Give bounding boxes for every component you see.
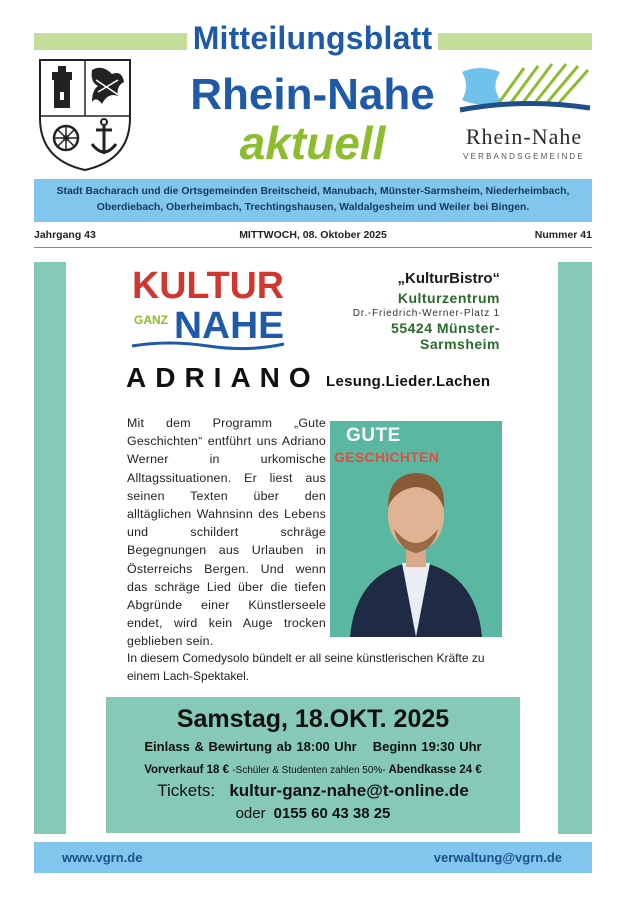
tickets-label: Tickets: <box>157 781 216 800</box>
price-box-office: Abendkasse 24 € <box>388 764 482 776</box>
venue-center: Kulturzentrum <box>397 290 500 306</box>
photo-title-gute: GUTE <box>346 425 401 446</box>
artist-portrait-icon <box>330 421 502 637</box>
event-prices <box>106 764 520 776</box>
event-date: Samstag, 18.OKT. 2025 <box>176 705 450 733</box>
municipalities-line-1: Stadt Bacharach und die Ortsgemeinden Breitscheid, Manubach, Münster-Sarmsheim, Niederheimbach, <box>56 186 570 197</box>
event-entry-time: Einlass & Bewirtung ab 18:00 Uhr <box>144 739 357 754</box>
footer-band <box>34 842 592 873</box>
poster-side-bar-right <box>558 262 592 834</box>
logo-nahe-text: NAHE <box>174 305 284 347</box>
masthead-title-text: Mitteilungsblatt <box>187 20 439 56</box>
issue-number: Nummer 41 <box>534 229 592 241</box>
verbandsgemeinde-name: Rhein-Nahe <box>465 124 583 149</box>
kultur-ganz-nahe-logo <box>128 262 288 352</box>
program-summary: In diesem Comedysolo bündelt er all seine künstlerischen Kräfte zu einem Lach-Spektakel. <box>127 651 485 683</box>
venue-block <box>320 270 500 352</box>
price-presale: Vorverkauf 18 € <box>144 764 230 776</box>
masthead-subtitle: aktuell <box>239 117 386 169</box>
poster-side-bar-left <box>34 262 66 834</box>
photo-title-geschichten: GESCHICHTEN <box>334 449 440 465</box>
footer-website-link[interactable]: www.vgrn.de <box>62 850 143 865</box>
logo-kultur-text: KULTUR <box>132 265 284 307</box>
municipalities-band <box>34 179 592 222</box>
show-tagline: Lesung.Lieder.Lachen <box>326 373 491 390</box>
masthead-title <box>0 20 625 57</box>
venue-city: Münster-Sarmsheim <box>420 320 500 352</box>
price-discount-note: -Schüler & Studenten zahlen 50%- <box>232 765 386 776</box>
venue-city-line <box>320 320 500 352</box>
footer-email-link[interactable]: verwaltung@vgrn.de <box>433 850 562 865</box>
event-tickets <box>106 781 520 801</box>
verbandsgemeinde-logo-icon <box>454 58 594 118</box>
or-label: oder <box>235 805 266 822</box>
event-details-box <box>106 697 520 833</box>
artist-photo <box>330 421 502 637</box>
masthead-region: Rhein-Nahe <box>190 70 435 119</box>
coat-of-arms-icon <box>36 56 134 174</box>
event-phone-line <box>106 805 520 822</box>
issue-volume: Jahrgang 43 <box>34 229 96 241</box>
venue-name: „KulturBistro“ <box>397 270 500 287</box>
program-description: Mit dem Programm „Gute Geschichten“ entführt uns Adriano Werner in urkomische Alltagssituationen. Er liest aus seinen Texten über den alltäglichen Wahnsinn des Lebens und schildert schräge Begegnungen aus Urlauben in Österreichs Bergen. Und wenn das schräge Lied über die tiefen Abgründe einer Künstlerseele endet, wird kein Auge trocken geblieben sein. <box>127 416 326 649</box>
logo-ganz-text: GANZ <box>134 313 168 327</box>
municipalities-line-2: Oberdiebach, Oberheimbach, Trechtingshausen, Waldalgesheim und Weiler bei Bingen. <box>96 202 530 213</box>
venue-zip: 55424 <box>391 320 433 336</box>
issue-date: MITTWOCH, 08. Oktober 2025 <box>239 229 387 241</box>
event-times <box>106 739 520 754</box>
tickets-email-link[interactable]: kultur-ganz-nahe@t-online.de <box>229 781 469 800</box>
issue-bar <box>34 229 592 245</box>
tickets-phone[interactable]: 0155 60 43 38 25 <box>273 805 391 822</box>
issue-divider <box>34 247 592 248</box>
venue-street: Dr.-Friedrich-Werner-Platz 1 <box>352 308 500 319</box>
verbandsgemeinde-subtitle: VERBANDSGEMEINDE <box>463 152 585 161</box>
artist-name: ADRIANO <box>126 362 320 393</box>
event-start-time: Beginn 19:30 Uhr <box>372 739 482 754</box>
